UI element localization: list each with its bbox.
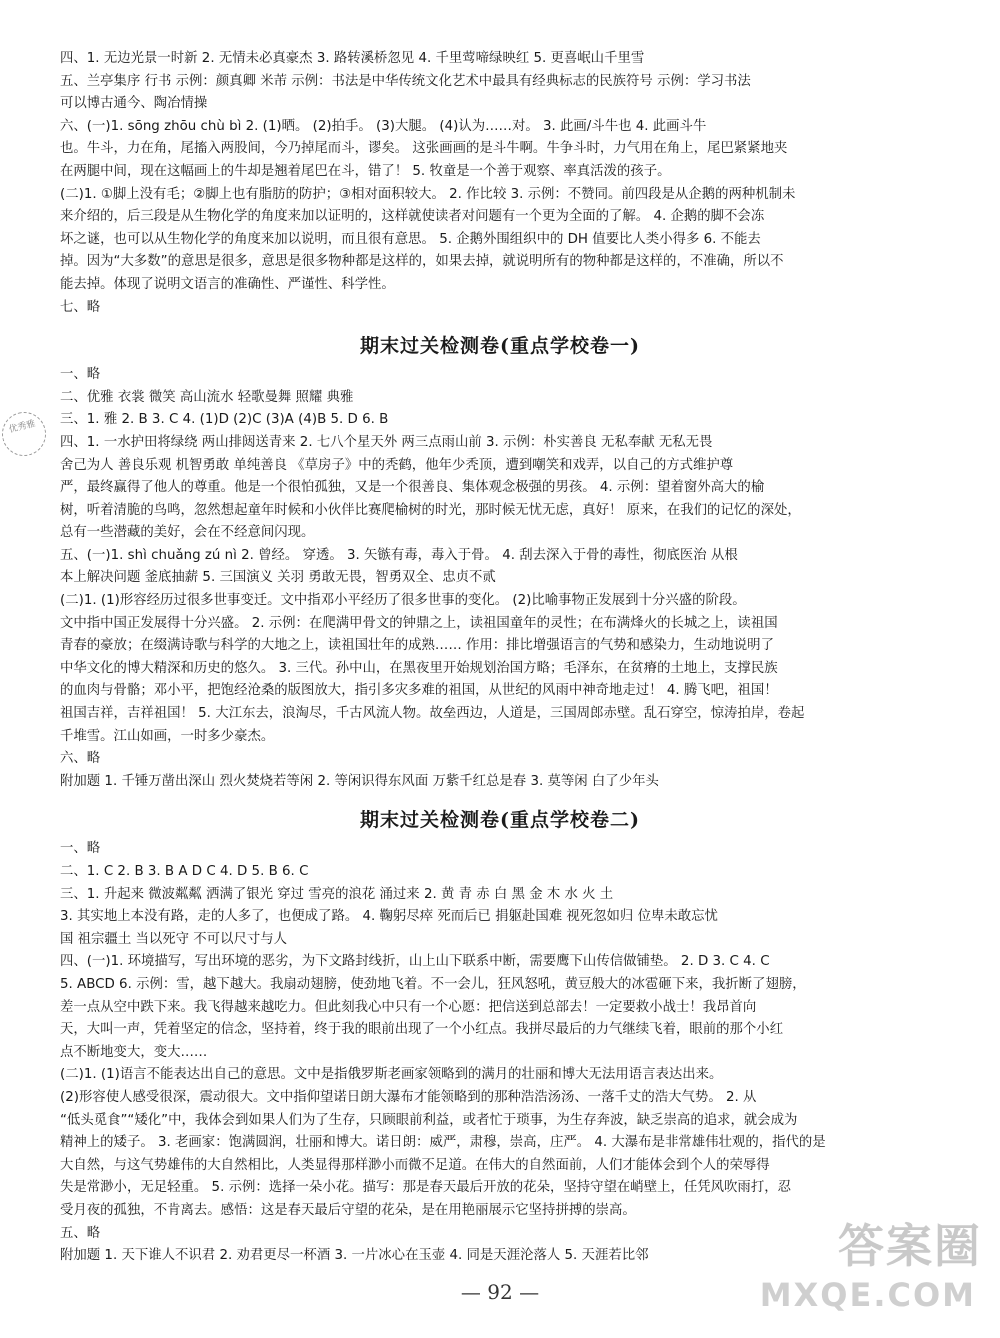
answer-line: 精神上的矮子。 3. 老画家：饱满圆润，壮丽和博大。诺日朗：威严，肃穆，崇高，庄严。 4. 大瀑布是非常雄伟壮观的，指代的是: [60, 1135, 826, 1151]
answer-line: 千堆雪。江山如画，一时多少豪杰。: [60, 728, 275, 744]
answer-line: 二、优雅 衣裳 微笑 高山流水 轻歌曼舞 照耀 典雅: [60, 389, 354, 405]
answer-line: 来介绍的，后三段是从生物化学的角度来加以证明的，这样就使读者对问题有一个更为全面的了解。 4. 企鹅的脚不会冻: [60, 209, 765, 225]
section-exam2-answers: [60, 838, 940, 1267]
answer-line: 四、1. 无边光景一时新 2. 无情未必真豪杰 3. 路转溪桥忽见 4. 千里莺啼绿映红 5. 更喜岷山千里雪: [60, 51, 645, 66]
answer-line: 附加题 1. 天下谁人不识君 2. 劝君更尽一杯酒 3. 一片冰心在玉壶 4. 同是天涯沦落人 5. 天涯若比邻: [60, 1248, 649, 1264]
answer-line: 四、1. 一水护田将绿绕 两山排闼送青来 2. 七八个星天外 两三点雨山前 3. 示例：朴实善良 无私奉献 无私无畏: [60, 434, 713, 450]
answer-line: 六、略: [60, 751, 101, 767]
answer-line: “低头觅食”“矮化”中，我体会到如果人们为了生存，只顾眼前利益，或者忙于琐事，为生存奔波，缺乏崇高的追求，就会成为: [60, 1112, 798, 1128]
answer-line: 六、(一)1. sōng zhōu chù bì 2. (1)晒。 (2)拍手。 (3)大腿。 (4)认为……对。 3. 此画/斗牛也 4. 此画斗牛: [60, 118, 707, 134]
answer-line: 掉。因为“大多数”的意思是很多，意思是很多物种都是这样的，如果去掉，就说明所有的物种都是这样的，不准确，所以不: [60, 254, 784, 270]
answer-line: 文中指中国正发展得十分兴盛。 2. 示例：在爬满甲骨文的钟鼎之上，读祖国童年的灵性；在布满烽火的长城之上，读祖国: [60, 615, 778, 631]
answer-line: 点不断地变大，变大……: [60, 1044, 208, 1060]
answer-line: 的血肉与骨骼；邓小平，把饱经沧桑的版图放大，指引多灾多难的祖国，从世纪的风雨中神奇地走过！ 4. 腾飞吧，祖国！: [60, 683, 778, 699]
answer-line: 一、略: [60, 841, 101, 857]
answer-line: 一、略: [60, 367, 101, 383]
answer-line: 舍己为人 善良乐观 机智勇敢 单纯善良 《草房子》中的秃鹤，他年少秃顶，遭到嘲笑和戏弄，以自己的方式维护尊: [60, 457, 734, 473]
answer-line: 差一点从空中跌下来。我飞得越来越吃力。但此刻我心中只有一个心愿：把信送到总部去！一定要救小战士！我昂首向: [60, 999, 757, 1015]
answer-document: [60, 48, 940, 1268]
answer-line: (二)1. ①脚上没有毛；②脚上也有脂肪的防护；③相对面积较大。 2. 作比较 3. 示例：不赞同。前四段是从企鹅的两种机制未: [60, 186, 796, 202]
section-exam1-answers: [60, 364, 940, 793]
answer-line: 树，听着清脆的鸟鸣，忽然想起童年时候和小伙伴比赛爬榆树的时光，那时候无忧无虑，真好！ 原来，在我们的记忆的深处，: [60, 502, 801, 518]
watermark-logo: [759, 1210, 982, 1320]
watermark-logo-text: 答案圈: [838, 1219, 982, 1273]
exam2-title: 期末过关检测卷(重点学校卷二): [360, 809, 640, 832]
answer-line: 也。牛斗，力在角，尾搐入两股间，今乃掉尾而斗，谬矣。 这张画画的是斗牛啊。牛争斗时，力气用在角上，尾巴紧紧地夹: [60, 141, 788, 157]
answer-line: 严，最终赢得了他人的尊重。他是一个很怕孤独，又是一个很善良、集体观念极强的男孩。 4. 示例：望着窗外高大的榆: [60, 480, 765, 496]
answer-line: 三、1. 雅 2. B 3. C 4. (1)D (2)C (3)A (4)B 5. D 6. B: [60, 412, 389, 428]
exam1-title: 期末过关检测卷(重点学校卷一): [360, 335, 640, 358]
answer-line: 中华文化的博大精深和历史的悠久。 3. 三代。孙中山，在黑夜里开始规划治国方略；毛泽东，在贫瘠的土地上，支撑民族: [60, 660, 778, 676]
answer-line: 三、1. 升起来 微波粼粼 洒满了银光 穿过 雪亮的浪花 涌过来 2. 黄 青 赤 白 黑 金 木 水 火 土: [60, 886, 614, 902]
answer-line: 青春的豪放；在缀满诗歌与科学的大地之上，读祖国壮年的成熟…… 作用：排比增强语言的气势和感染力，生动地说明了: [60, 638, 774, 654]
answer-line: 失是常渺小，无足轻重。 5. 示例：选择一朵小花。描写：那是春天最后开放的花朵，坚持守望在峭壁上，任凭风吹雨打，忍: [60, 1180, 791, 1196]
answer-line: 能去掉。体现了说明文语言的准确性、严谨性、科学性。: [60, 276, 395, 292]
answer-line: 5. ABCD 6. 示例：雪，越下越大。我扇动翅膀，使劲地飞着。不一会儿，狂风怒吼，黄豆般大的冰雹砸下来，我折断了翅膀，: [60, 976, 806, 992]
answer-line: 在两腿中间，现在这幅画上的牛却是翘着尾巴在斗，错了！ 5. 牧童是一个善于观察、率真活泼的孩子。: [60, 163, 671, 179]
answer-line: 五、兰亭集序 行书 示例：颜真卿 米芾 示例：书法是中华传统文化艺术中最具有经典标志的民族符号 示例：学习书法: [60, 73, 751, 89]
handwritten-stamp: 优秀雅: [0, 407, 51, 460]
section-previous-answers: [60, 48, 940, 319]
answer-line: 国 祖宗疆土 当以死守 不可以尺寸与人: [60, 931, 288, 947]
watermark-url: MXQE.COM: [759, 1276, 976, 1314]
answer-line: 五、(一)1. shì chuǎng zú nì 2. 曾经。 穿透。 3. 矢镞有毒，毒入于骨。 4. 刮去深入于骨的毒性，彻底医治 从根: [60, 547, 738, 563]
answer-line: 四、(一)1. 环境描写，写出环境的恶劣，为下文路封线折，山上山下联系中断，需要鹰下山传信做铺垫。 2. D 3. C 4. C: [60, 954, 770, 970]
answer-line: 总有一些潜藏的美好，会在不经意间闪现。: [60, 525, 315, 541]
answer-line: 本上解决问题 釜底抽薪 5. 三国演义 关羽 勇敢无畏，智勇双全、忠贞不贰: [60, 570, 496, 586]
page-number: — 92 —: [460, 1280, 540, 1304]
answer-line: 五、略: [60, 1225, 101, 1241]
answer-line: 大自然，与这气势雄伟的大自然相比，人类显得那样渺小而微不足道。在伟大的自然面前，人们才能体会到个人的荣辱得: [60, 1157, 770, 1173]
answer-line: 受月夜的孤独，不肯离去。感悟：这是春天最后守望的花朵，是在用艳丽展示它坚持拼搏的崇高。: [60, 1202, 636, 1218]
answer-line: 附加题 1. 千锤万凿出深山 烈火焚烧若等闲 2. 等闲识得东风面 万紫千红总是春 3. 莫等闲 白了少年头: [60, 773, 659, 789]
answer-line: 可以博古通今、陶冶情操: [60, 96, 208, 112]
answer-line: 七、略: [60, 299, 101, 315]
answer-line: 祖国吉祥，吉祥祖国！ 5. 大江东去，浪淘尽，千古风流人物。故垒西边，人道是，三国周郎赤壁。乱石穿空，惊涛拍岸，卷起: [60, 706, 805, 722]
answer-line: (二)1. (1)形容经历过很多世事变迁。文中指邓小平经历了很多世事的变化。 (2)比喻事物正发展到十分兴盛的阶段。: [60, 593, 746, 609]
answer-line: 天，大叫一声，凭着坚定的信念，坚持着，终于我的眼前出现了一个小红点。我拼尽最后的力气继续飞着，眼前的那个小红: [60, 1022, 784, 1038]
answer-line: (二)1. (1)语言不能表达出自己的意思。文中是指俄罗斯老画家领略到的满月的壮丽和博大无法用语言表达出来。: [60, 1067, 723, 1083]
answer-line: 坏之谜，也可以从生物化学的角度来加以说明，而且很有意思。 5. 企鹅外围组织中的 DH 值要比人类小得多 6. 不能去: [60, 231, 761, 247]
answer-line: 3. 其实地上本没有路，走的人多了，也便成了路。 4. 鞠躬尽瘁 死而后已 捐躯赴国难 视死忽如归 位卑未敢忘忧: [60, 909, 718, 925]
answer-line: (2)形容使人感受很深，震动很大。文中指仰望诺日朗大瀑布才能领略到的那种浩浩汤汤、一落千丈的浩大气势。 2. 从: [60, 1089, 757, 1105]
answer-line: 二、1. C 2. B 3. B A D C 4. D 5. B 6. C: [60, 864, 309, 879]
